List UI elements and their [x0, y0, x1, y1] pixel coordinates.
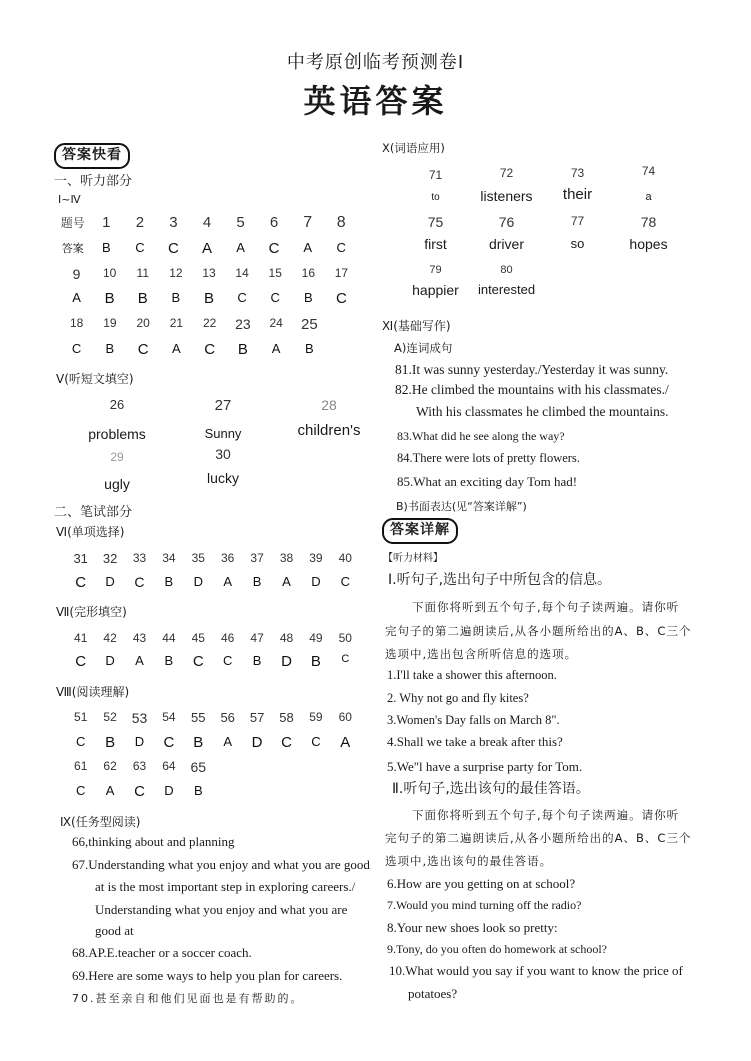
listening-section-1-intro: 完句子的第二遍朗读后,从各小题所给出的A、B、C三个 [385, 624, 692, 638]
answer-choice: A [135, 653, 144, 668]
answer-num: 24 [269, 316, 283, 330]
answer-num: 50 [338, 631, 352, 645]
fill-answer: Sunny [204, 426, 242, 441]
section-11-heading: Ⅺ(基础写作) [382, 319, 451, 333]
answer-choice: C [204, 341, 216, 358]
written-part-heading: 二、笔试部分 [54, 505, 133, 520]
task-answer-70: 70.甚至亲自和他们见面也是有帮助的。 [72, 992, 304, 1005]
fill-answer: ugly [104, 476, 130, 492]
fill-answer: lucky [207, 470, 239, 486]
word-row-2 [400, 214, 684, 252]
word-answer: driver [488, 236, 524, 252]
word-answer: hopes [629, 236, 668, 252]
answer-num: 64 [162, 759, 176, 773]
answer-num: 62 [103, 759, 117, 773]
reading-grid [66, 710, 360, 751]
word-num: 78 [640, 214, 657, 230]
word-answer: so [570, 236, 585, 251]
answer-choice: A [172, 341, 181, 356]
section-5-heading: Ⅴ(听短文填空) [56, 372, 134, 386]
fill-num: 28 [321, 397, 337, 413]
writing-82: 82.He climbed the mountains with his classmates./ [395, 382, 669, 397]
answer-num: 6 [269, 214, 279, 231]
listening-material-label: 【听力材料】 [383, 553, 443, 564]
answer-choice: B [310, 653, 321, 670]
task-answer-69: 69.Here are some ways to help you plan for careers. [72, 968, 343, 983]
word-answer: their [562, 186, 593, 203]
answer-num: 2 [135, 214, 145, 231]
answer-choice: C [192, 653, 204, 670]
fill-num: 27 [214, 397, 232, 414]
listening-section-2-intro: 下面你将听到五个句子,每个句子读两遍。请你听 [412, 808, 680, 822]
answer-num: 9 [72, 266, 81, 282]
answer-choice: D [164, 783, 174, 798]
answer-choice: C [222, 653, 233, 668]
answer-choice: C [340, 574, 350, 589]
answer-choice: C [71, 341, 82, 356]
answer-num: 23 [235, 316, 251, 332]
fill-answer: children's [297, 422, 361, 439]
listening-item-3: 3.Women's Day falls on March 8". [387, 713, 560, 727]
answer-choice: C [137, 341, 149, 358]
word-row-1 [400, 166, 684, 204]
answer-num: 49 [309, 631, 323, 645]
word-answer: a [645, 191, 652, 203]
word-num: 80 [500, 264, 513, 276]
answer-num: 34 [162, 551, 176, 565]
answer-choice: A [282, 574, 291, 589]
answer-num: 1 [102, 214, 111, 231]
answer-num: 59 [309, 710, 323, 724]
answer-num: 19 [103, 316, 117, 330]
answer-num: 47 [250, 631, 264, 645]
listening-item-1: 1.I'll take a shower this afternoon. [387, 668, 557, 682]
answer-num: 31 [73, 551, 88, 566]
answer-num: 35 [191, 551, 205, 565]
answer-choice: A [105, 783, 115, 798]
answer-row-1 [56, 214, 358, 257]
answer-num: 54 [162, 710, 176, 724]
answer-choice: B [252, 574, 262, 589]
answer-row-3 [60, 316, 326, 358]
answer-choice: B [101, 240, 111, 255]
answer-choice: D [105, 653, 115, 668]
listening-section-2-intro: 选项中,选出该句的最佳答语。 [385, 854, 553, 868]
task-answer-66: 66,thinking about and planning [72, 834, 235, 849]
answer-choice: C [311, 734, 321, 749]
answer-num: 25 [301, 316, 318, 333]
answer-choice: A [271, 341, 281, 356]
answer-num: 37 [250, 551, 264, 565]
answer-num: 12 [169, 266, 183, 280]
answer-choice: A [236, 240, 245, 255]
listening-section-2-title: Ⅱ.听句子,选出该句的最佳答语。 [392, 781, 590, 797]
fill-row-2 [64, 446, 276, 492]
word-answer: listeners [480, 188, 533, 204]
answer-num: 58 [279, 710, 294, 725]
task-answer-67-alt-cont: good at [95, 923, 134, 938]
word-answer: to [431, 192, 440, 203]
answer-num: 40 [338, 551, 352, 565]
answer-choice: D [105, 574, 115, 589]
sub-b-heading: B)书面表达(见“答案详解”) [396, 500, 527, 513]
word-answer: first [424, 236, 447, 252]
answer-choice: C [336, 290, 347, 307]
answer-choice: C [268, 240, 280, 257]
answer-choice: B [252, 653, 262, 668]
answer-choice: C [237, 290, 247, 305]
answer-choice: C [76, 734, 86, 749]
answer-choice: C [135, 240, 145, 255]
answer-num: 32 [102, 551, 118, 566]
listening-item-10-cont: potatoes? [408, 986, 458, 1001]
fill-num: 26 [109, 397, 125, 412]
answer-num: 11 [136, 266, 149, 280]
answer-choice: C [134, 783, 145, 800]
listening-item-2: 2. Why not go and fly kites? [387, 691, 529, 705]
answer-num: 20 [136, 316, 150, 330]
listening-part-heading: 一、听力部分 [54, 174, 133, 189]
answer-num: 46 [221, 631, 235, 645]
fill-row-1 [64, 397, 382, 442]
task-answer-68: 68.AP.E.teacher or a soccer coach. [72, 945, 252, 960]
answer-num: 41 [74, 631, 88, 645]
word-num: 74 [641, 164, 656, 178]
answer-choice: C [75, 574, 87, 591]
answer-choice: B [193, 783, 203, 798]
section-10-heading: Ⅹ(词语应用) [382, 141, 445, 155]
answer-choice: B [164, 653, 174, 668]
fill-answer: problems [88, 426, 146, 442]
cloze-grid [66, 631, 360, 670]
answer-num: 18 [69, 316, 84, 330]
answer-num: 10 [102, 266, 117, 280]
answer-num: 4 [202, 214, 212, 231]
answer-num: 53 [131, 710, 148, 726]
answer-choice: B [137, 290, 148, 307]
answer-num: 61 [74, 759, 88, 773]
fill-num: 30 [215, 446, 231, 462]
answer-num: 43 [132, 631, 147, 645]
answer-choice: B [171, 290, 181, 305]
answer-num: 42 [103, 631, 117, 645]
word-num: 77 [570, 214, 585, 228]
range-label: Ⅰ~Ⅳ [58, 193, 81, 206]
word-num: 76 [498, 214, 515, 230]
listening-section-1-title: Ⅰ.听句子,选出句子中所包含的信息。 [388, 572, 612, 588]
answer-choice: D [134, 734, 145, 749]
answer-num: 63 [132, 759, 147, 773]
answer-choice: D [311, 574, 321, 589]
answer-num: 38 [279, 551, 294, 565]
word-row-3 [400, 264, 542, 298]
page-title: 英语答案 [303, 82, 448, 120]
answer-label: 答案 [61, 243, 84, 255]
answer-num: 56 [220, 710, 235, 725]
answer-choice: D [281, 653, 292, 670]
answer-quick-badge: 答案快看 [54, 143, 130, 169]
answer-choice: B [203, 290, 214, 307]
listening-item-5: 5.We"l have a surprise party for Tom. [387, 759, 583, 774]
answer-num: 51 [74, 710, 88, 724]
answer-choice: B [104, 290, 115, 307]
reading-grid-2 [66, 759, 213, 800]
section-6-heading: Ⅵ(单项选择) [56, 525, 125, 539]
single-choice-grid [66, 551, 360, 591]
word-num: 79 [429, 264, 442, 276]
answer-choice: B [237, 341, 248, 358]
task-answer-67-cont: at is the most important step in exploring careers./ [95, 879, 356, 894]
listening-section-2-intro: 完句子的第二遍朗读后,从各小题所给出的A、B、C三个 [385, 831, 692, 845]
word-num: 72 [499, 166, 514, 180]
answer-num: 45 [191, 631, 205, 645]
fill-num: 29 [110, 450, 124, 464]
answer-choice: C [281, 734, 292, 751]
answer-num: 44 [162, 631, 176, 645]
answer-num: 33 [132, 551, 147, 565]
answer-choice: D [193, 574, 203, 589]
answer-choice: C [163, 734, 175, 751]
answer-num: 17 [334, 266, 349, 280]
sub-a-heading: A)连词成句 [394, 341, 453, 355]
listening-item-9: 9.Tony, do you often do homework at school? [387, 942, 608, 956]
answer-choice: A [340, 734, 351, 751]
answer-num: 36 [221, 551, 235, 565]
answer-num: 3 [169, 214, 178, 231]
answer-choice: D [251, 734, 263, 751]
answer-row-2 [60, 266, 358, 307]
writing-83: 83.What did he see along the way? [397, 429, 565, 443]
section-8-heading: Ⅷ(阅读理解) [56, 685, 130, 699]
answer-choice: B [193, 734, 204, 751]
answer-choice: B [105, 734, 116, 751]
task-answer-67-alt: Understanding what you enjoy and what you are [95, 902, 348, 917]
writing-82-alt: With his classmates he climbed the mountains. [416, 404, 669, 419]
answer-num: 13 [202, 266, 216, 280]
answer-choice: C [134, 574, 145, 590]
writing-85: 85.What an exciting day Tom had! [397, 474, 578, 489]
answer-num: 题号 [60, 216, 85, 230]
answer-choice: B [303, 290, 313, 305]
answer-num: 21 [169, 316, 184, 330]
answer-num: 39 [309, 551, 323, 565]
word-num: 71 [428, 168, 443, 182]
word-answer: interested [477, 282, 536, 297]
answer-num: 8 [336, 214, 346, 231]
exam-subtitle: 中考原创临考预测卷Ⅰ [286, 52, 465, 73]
answer-choice: B [105, 341, 115, 356]
answer-choice: C [341, 653, 350, 665]
section-9-heading: Ⅸ(任务型阅读) [60, 815, 141, 829]
answer-choice: A [72, 290, 81, 305]
answer-choice: C [75, 653, 87, 670]
answer-choice: B [164, 574, 174, 589]
task-answer-67: 67.Understanding what you enjoy and what you are good [72, 857, 370, 872]
word-num: 75 [427, 214, 444, 230]
listening-item-7: 7.Would you mind turning off the radio? [387, 898, 582, 912]
answer-choice: A [201, 240, 212, 257]
answer-choice: A [223, 574, 233, 589]
listening-section-1-intro: 选项中,选出包含所听信息的选项。 [385, 647, 578, 661]
answer-num: 57 [249, 710, 265, 725]
answer-choice: C [168, 240, 179, 257]
listening-item-6: 6.How are you getting on at school? [387, 876, 576, 891]
answer-num: 60 [338, 710, 352, 724]
answer-detail-badge: 答案详解 [382, 518, 458, 544]
word-answer: happier [412, 282, 459, 298]
listening-section-1-intro: 下面你将听到五个句子,每个句子读两遍。请你听 [412, 600, 680, 614]
listening-item-4: 4.Shall we take a break after this? [387, 734, 563, 749]
answer-num: 48 [279, 631, 294, 645]
answer-choice: B [305, 341, 314, 356]
answer-num: 16 [301, 266, 315, 280]
listening-item-8: 8.Your new shoes look so pretty: [387, 920, 558, 935]
word-num: 73 [570, 166, 585, 180]
answer-num: 7 [303, 214, 313, 231]
answer-choice: A [223, 734, 233, 749]
listening-item-10: 10.What would you say if you want to know the price of [389, 963, 683, 978]
answer-choice: C [270, 290, 280, 305]
section-7-heading: Ⅶ(完形填空) [56, 605, 127, 619]
writing-84: 84.There were lots of pretty flowers. [397, 451, 580, 465]
writing-81: 81.It was sunny yesterday./Yesterday it was sunny. [395, 362, 669, 377]
answer-choice: A [303, 240, 312, 255]
answer-num: 14 [235, 266, 249, 280]
answer-num: 15 [268, 266, 282, 280]
answer-choice: C [76, 783, 86, 798]
answer-num: 52 [103, 710, 117, 724]
answer-num: 55 [191, 710, 206, 725]
answer-num: 22 [202, 316, 217, 330]
answer-num: 65 [190, 759, 207, 775]
answer-num: 5 [236, 214, 245, 231]
answer-choice: C [336, 240, 346, 255]
